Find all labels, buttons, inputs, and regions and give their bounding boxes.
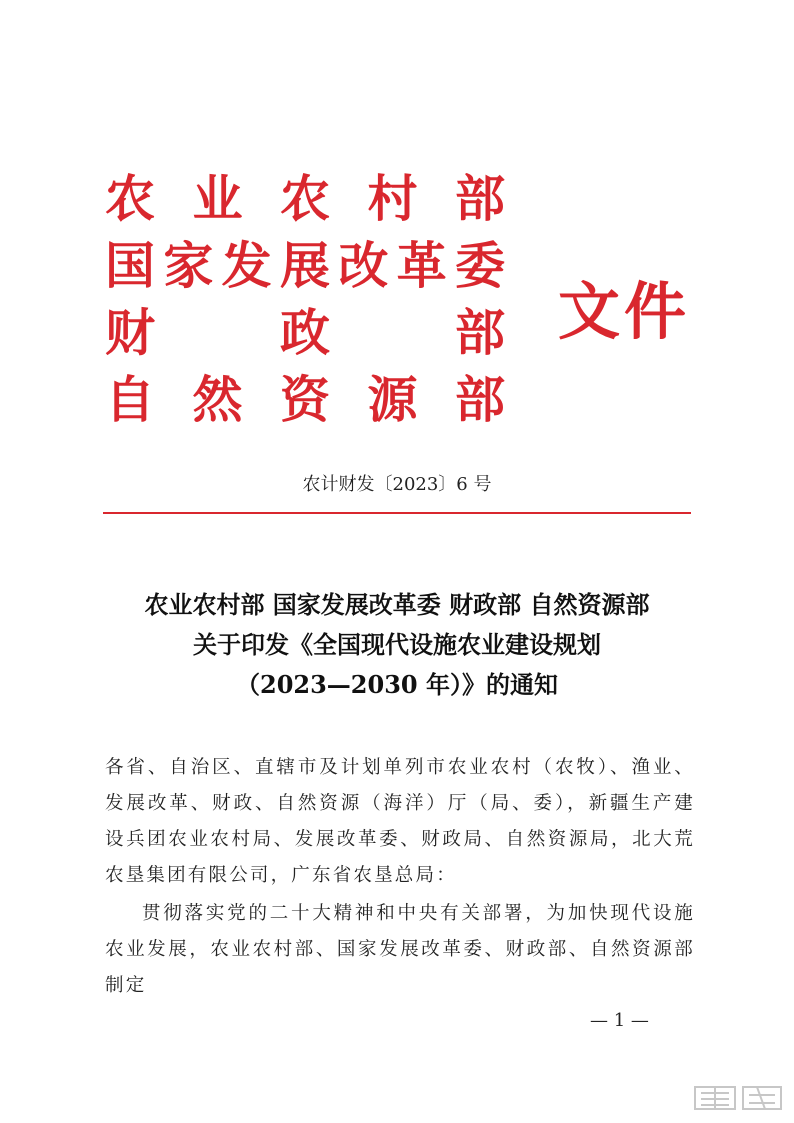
addressees: 各省、自治区、直辖市及计划单列市农业农村（农牧）、渔业、发展改革、财政、自然资源（海洋）厅（局、委），新疆生产建设兵团农业农村局、发展改革委、财政局、自然资源局，北大荒农垦集团有限公司，广东省农垦总局： xyxy=(105,757,695,886)
issuer-agriculture xyxy=(105,165,505,232)
issuer-block xyxy=(105,165,505,433)
issuer-char: 改 xyxy=(338,236,389,295)
watermark-logo-icon xyxy=(685,1080,785,1116)
issuer-char: 革 xyxy=(396,236,447,295)
issuer-char: 国 xyxy=(105,236,155,295)
issuer-natural-resources xyxy=(105,366,505,433)
issuer-finance xyxy=(105,299,505,366)
issuer-char: 部 xyxy=(455,169,505,228)
title-line-1: 农业农村部 国家发展改革委 财政部 自然资源部 xyxy=(144,590,650,619)
title-line-2: 关于印发《全国现代设施农业建设规划 xyxy=(193,630,601,659)
issuer-char: 村 xyxy=(367,169,418,228)
issuer-char: 部 xyxy=(455,303,505,362)
issuer-char: 部 xyxy=(455,370,505,429)
issuer-char: 业 xyxy=(192,169,243,228)
issuer-char: 源 xyxy=(367,370,418,429)
issuer-char: 然 xyxy=(192,370,243,429)
document-body xyxy=(105,750,695,1004)
issuer-char: 发 xyxy=(221,236,272,295)
document-label: 文件 xyxy=(558,275,691,348)
issuer-char: 农 xyxy=(105,169,155,228)
issuer-char: 财 xyxy=(105,303,155,362)
title-line-3: （2023—2030 年）》的通知 xyxy=(236,670,558,699)
issuer-char: 自 xyxy=(105,370,155,429)
document-number: 农计财发〔2023〕6 号 xyxy=(302,474,492,495)
issuer-char: 家 xyxy=(163,236,214,295)
issuer-ndrc xyxy=(105,232,505,299)
red-divider xyxy=(103,512,691,514)
issuer-char: 委 xyxy=(454,236,505,295)
issuer-char: 资 xyxy=(280,370,330,429)
issuer-char: 展 xyxy=(279,236,330,295)
issuer-char: 政 xyxy=(280,303,330,362)
body-paragraph: 贯彻落实党的二十大精神和中央有关部署，为加快现代设施农业发展，农业农村部、国家发展改革委、财政部、自然资源部制定 xyxy=(105,903,695,996)
document-title xyxy=(0,585,794,705)
page-number: — 1 — xyxy=(590,1010,649,1031)
issuer-char: 农 xyxy=(280,169,330,228)
watermark-logo-icon xyxy=(693,1083,785,1113)
